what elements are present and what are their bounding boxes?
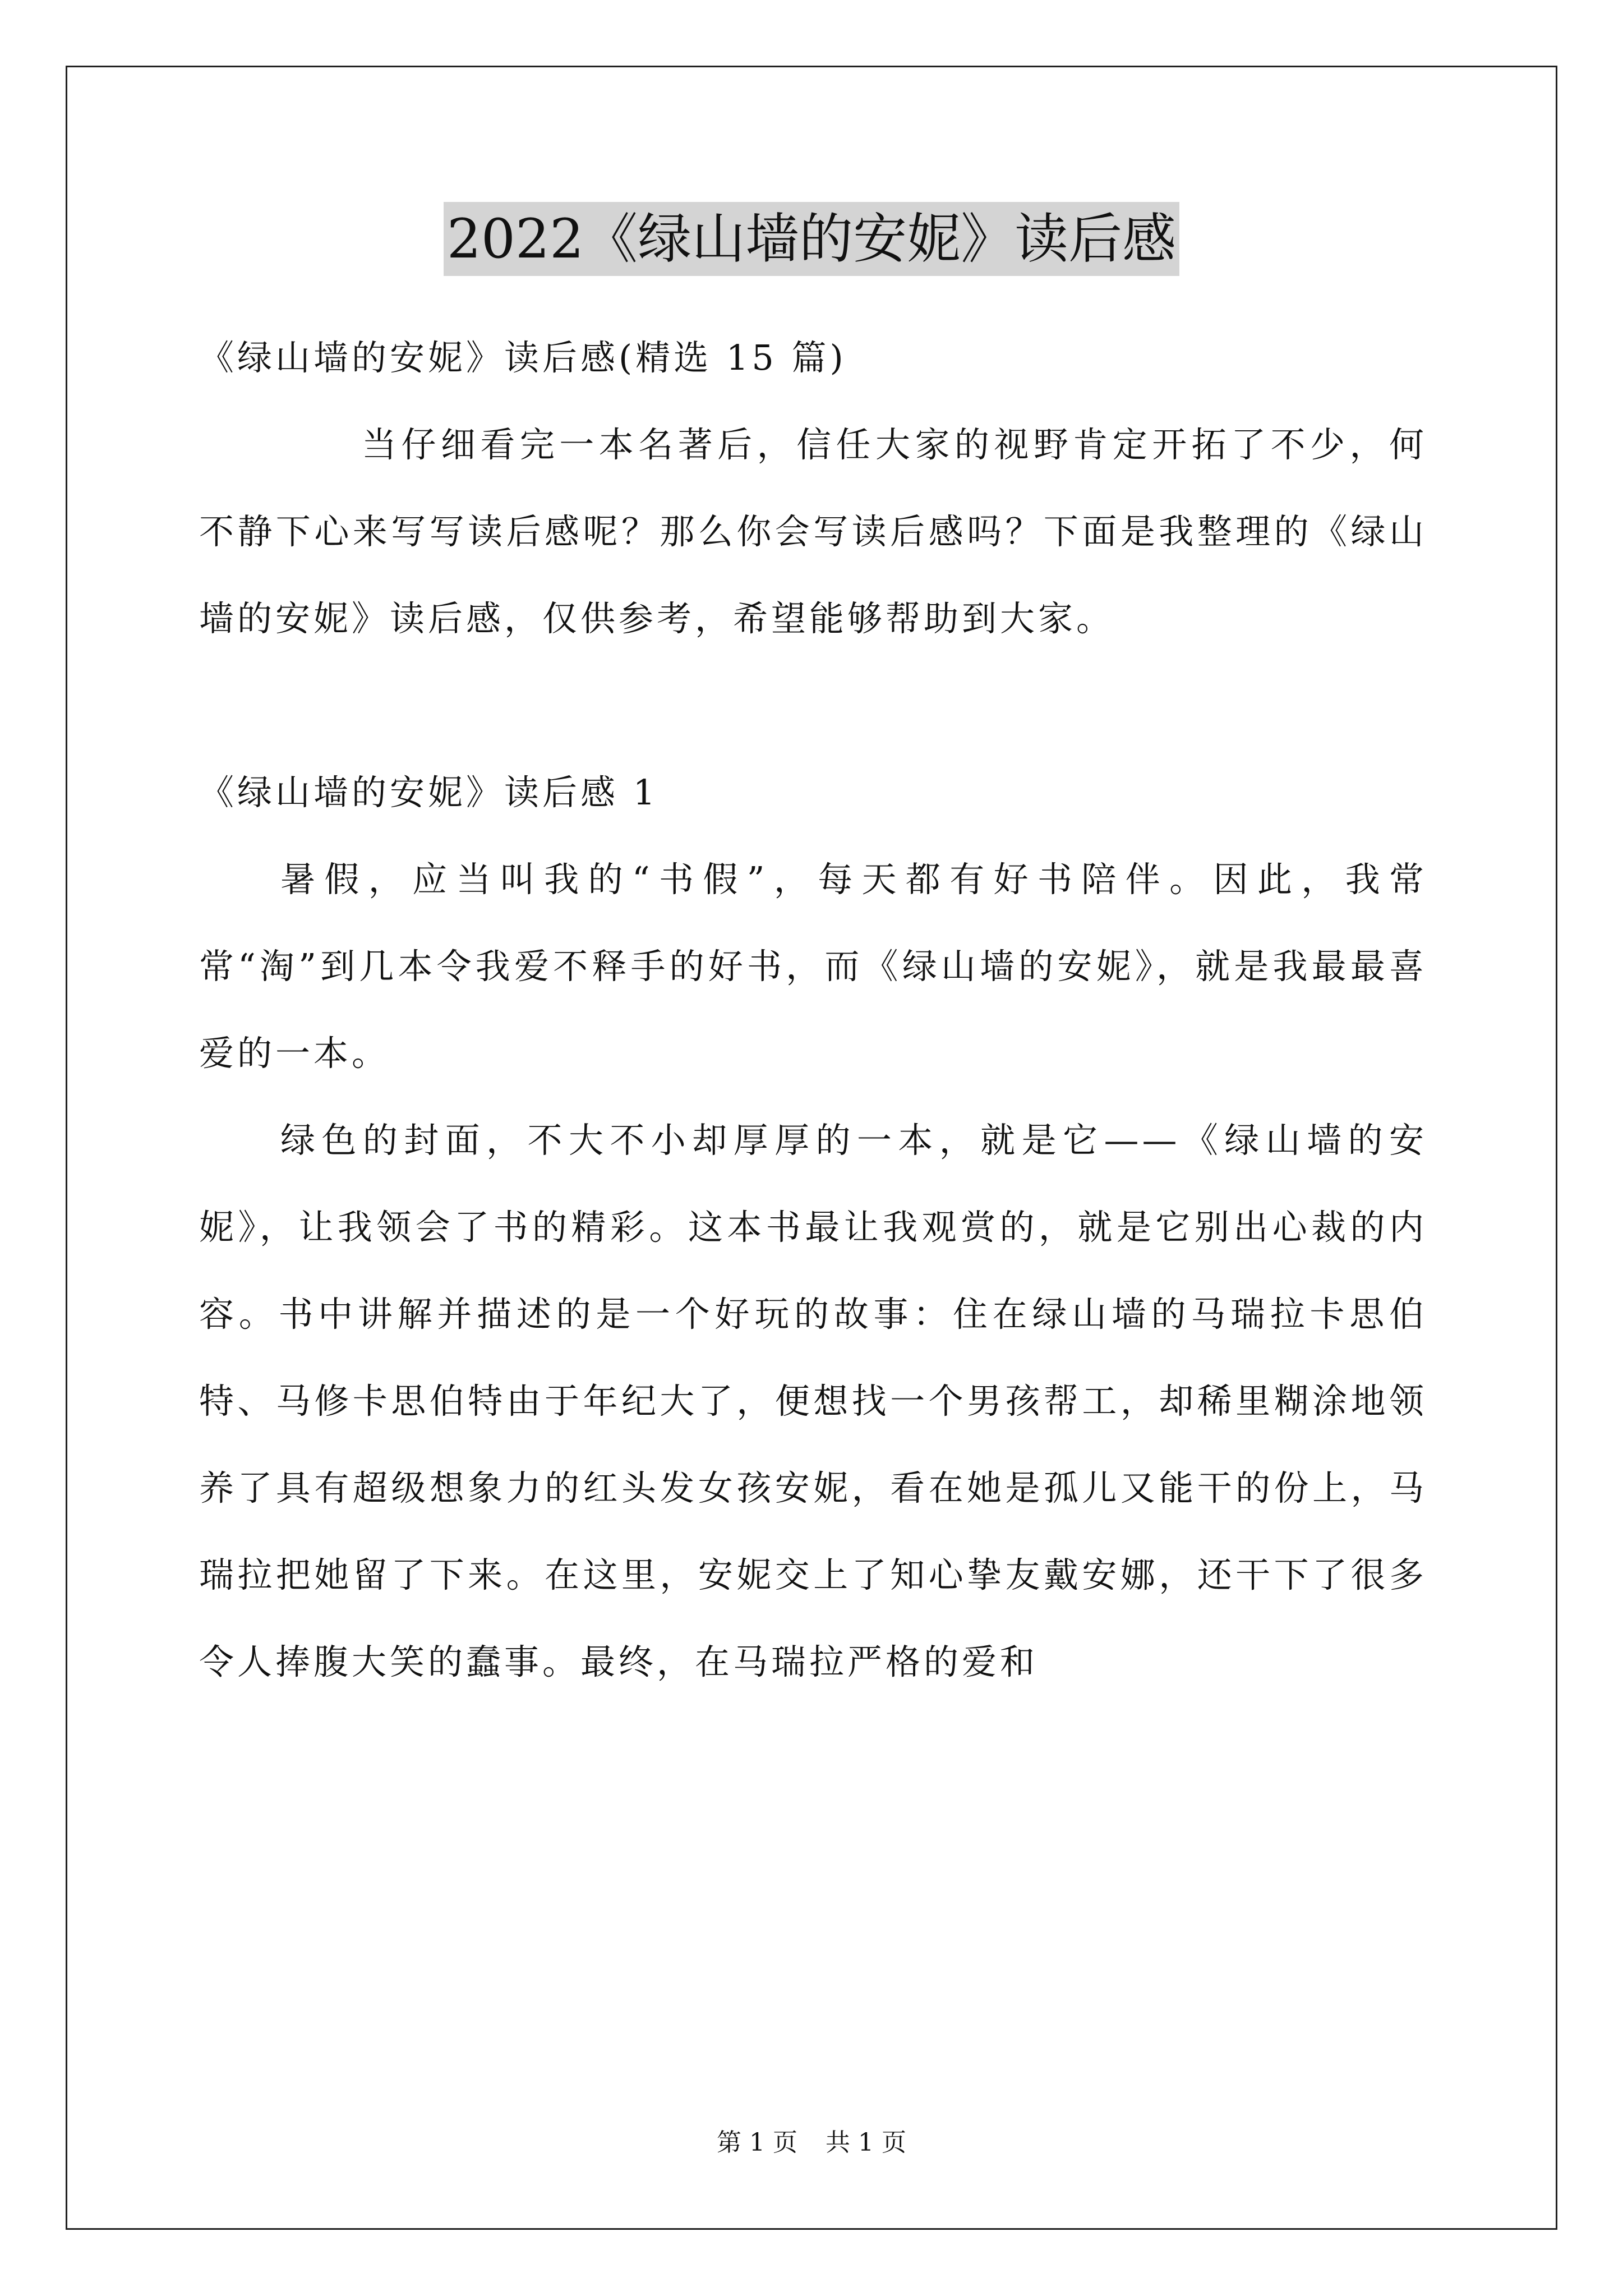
document-body (199, 314, 1427, 1705)
document-title: 2022《绿山墙的安妮》读后感 (444, 202, 1179, 276)
section-heading: 《绿山墙的安妮》读后感 1 (199, 772, 659, 813)
intro-paragraph: 当仔细看完一本名著后，信任大家的视野肯定开拓了不少，何不静下心来写写读后感呢？那么你会写读后感吗？下面是我整理的《绿山墙的安妮》读后感，仅供参考，希望能够帮助到大家。 (199, 424, 1427, 639)
document-subtitle: 《绿山墙的安妮》读后感(精选 15 篇) (199, 337, 847, 378)
page-number-current: 第 1 页 (717, 2128, 797, 2157)
title-container (0, 202, 1623, 276)
page-number-total: 共 1 页 (826, 2128, 906, 2157)
body-paragraph-1: 暑假，应当叫我的“书假”，每天都有好书陪伴。因此，我常常“淘”到几本令我爱不释手的好书，而《绿山墙的安妮》，就是我最最喜爱的一本。 (199, 859, 1427, 1074)
body-paragraph-2: 绿色的封面，不大不小却厚厚的一本，就是它——《绿山墙的安妮》，让我领会了书的精彩。这本书最让我观赏的，就是它别出心裁的内容。书中讲解并描述的是一个好玩的故事：住在绿山墙的马瑞拉卡思伯特、马修卡思伯特由于年纪大了，便想找一个男孩帮工，却稀里糊涂地领养了具有超级想象力的红头发女孩安妮，看在她是孤儿又能干的份上，马瑞拉把她留了下来。在这里，安妮交上了知心挚友戴安娜，还干下了很多令人捧腹大笑的蠢事。最终，在马瑞拉严格的爱和 (199, 1120, 1427, 1682)
page-footer (0, 2126, 1623, 2160)
